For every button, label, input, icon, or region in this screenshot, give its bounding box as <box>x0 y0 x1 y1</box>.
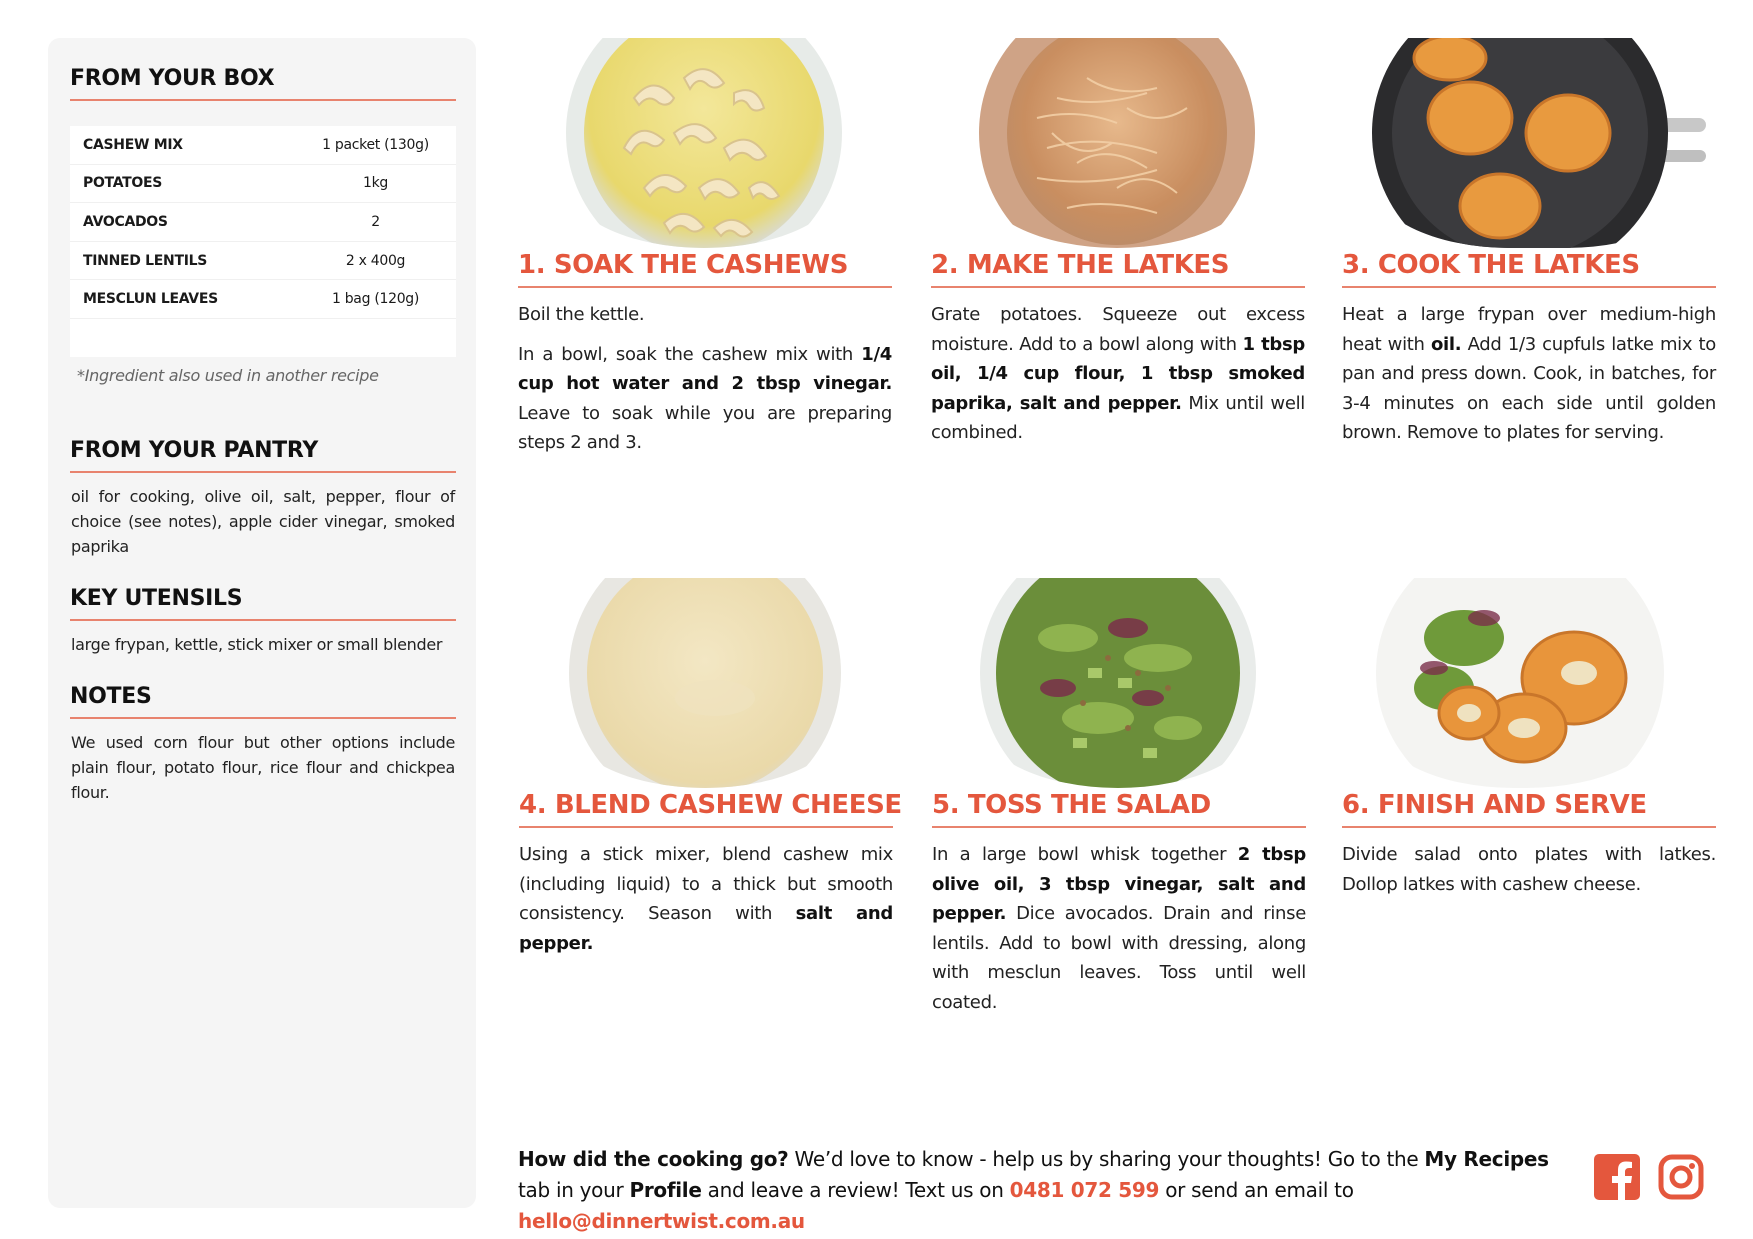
text-span: Using a stick mixer, blend cashew mix (including liquid) to a thick but smooth consistency. Season with <box>519 844 893 924</box>
ingredient-name: AVOCADOS <box>83 213 168 230</box>
table-row <box>70 126 456 165</box>
text-span: In a large bowl whisk together <box>932 844 1238 865</box>
footer-text <box>518 1144 1578 1237</box>
ingredient-qty: 1 bag (120g) <box>331 291 420 308</box>
bold-text: salt and pepper. <box>519 903 893 954</box>
frypan-latkes-photo <box>1370 38 1706 248</box>
grated-potato-photo <box>977 38 1257 248</box>
step-title: 6. FINISH AND SERVE <box>1342 790 1716 828</box>
step-text <box>1342 300 1716 458</box>
ingredient-name: MESCLUN LEAVES <box>83 291 218 308</box>
key-utensils-heading: KEY UTENSILS <box>70 586 456 621</box>
table-row <box>70 203 456 242</box>
table-row <box>70 280 456 319</box>
ingredient-qty: 2 x 400g <box>345 252 406 269</box>
ingredients-sidebar <box>48 38 476 1208</box>
instagram-icon[interactable] <box>1658 1154 1704 1200</box>
text-span: Heat a large frypan over medium-high heat with <box>1342 304 1716 355</box>
table-row <box>70 165 456 204</box>
step-text <box>932 840 1306 1027</box>
profile-link[interactable]: Profile <box>629 1178 702 1202</box>
text-span: We’d love to know - help us by sharing your thoughts! Go to the <box>788 1147 1425 1171</box>
phone-link[interactable]: 0481 072 599 <box>1009 1178 1160 1202</box>
facebook-icon[interactable] <box>1594 1154 1640 1200</box>
from-your-box-heading: FROM YOUR BOX <box>70 66 456 101</box>
step-title: 5. TOSS THE SALAD <box>932 790 1306 828</box>
text-span: Leave to soak while you are preparing steps 2 and 3. <box>518 402 892 453</box>
step-paragraph <box>518 340 892 458</box>
salad-bowl-photo <box>978 578 1258 788</box>
bold-text: oil. <box>1430 333 1462 355</box>
from-your-pantry-heading: FROM YOUR PANTRY <box>70 438 456 473</box>
my-recipes-link[interactable]: My Recipes <box>1424 1147 1549 1171</box>
step-paragraph: Boil the kettle. <box>518 304 645 325</box>
text-span: Mix until well combined. <box>931 392 1305 443</box>
step-text <box>518 300 892 468</box>
ingredient-qty: 2 <box>371 213 380 230</box>
table-row-empty <box>70 319 456 357</box>
utensils-text: large frypan, kettle, stick mixer or small blender <box>71 635 443 654</box>
step-paragraph <box>519 840 893 958</box>
bold-text: 2 tbsp olive oil, 3 tbsp vinegar, salt and pepper. <box>932 844 1306 924</box>
step-text <box>1342 840 1716 909</box>
table-row <box>70 242 456 281</box>
ingredient-qty: 1 packet (130g) <box>322 136 429 153</box>
text-span: In a bowl, soak the cashew mix with <box>518 343 862 365</box>
pantry-text: oil for cooking, olive oil, salt, pepper, flour of choice (see notes), apple cider vinegar, smoked paprika <box>71 487 455 556</box>
cashews-photo <box>564 38 844 248</box>
text-span: Dice avocados. Drain and rinse lentils. Add to bowl with dressing, along with mesclun leaves. Toss until well coated. <box>932 903 1306 1013</box>
ingredient-name: CASHEW MIX <box>83 136 183 153</box>
text-span: Grate potatoes. Squeeze out excess moisture. Add to a bowl along with <box>931 304 1305 355</box>
step-paragraph <box>931 300 1305 448</box>
cashew-cheese-photo <box>565 578 845 788</box>
step-title: 2. MAKE THE LATKES <box>931 250 1305 288</box>
bold-text: 1 tbsp oil, 1/4 cup flour, 1 tbsp smoked paprika, salt and pepper. <box>931 333 1305 414</box>
feedback-footer <box>518 1144 1578 1237</box>
step-text <box>519 840 893 968</box>
step-title: 3. COOK THE LATKES <box>1342 250 1716 288</box>
ingredient-footnote: *Ingredient also used in another recipe <box>77 366 379 385</box>
plated-dish-photo <box>1374 578 1666 788</box>
step-title: 4. BLEND CASHEW CHEESE <box>519 790 893 828</box>
ingredients-table <box>70 126 456 357</box>
step-title: 1. SOAK THE CASHEWS <box>518 250 892 288</box>
step-text <box>931 300 1305 458</box>
text-span: and leave a review! Text us on <box>701 1178 1010 1202</box>
notes-heading: NOTES <box>70 684 456 719</box>
step-paragraph <box>1342 300 1716 448</box>
step-paragraph <box>932 840 1306 1017</box>
step-paragraph: Divide salad onto plates with latkes. Dollop latkes with cashew cheese. <box>1342 844 1716 895</box>
email-link[interactable]: hello@dinnertwist.com.au <box>518 1209 805 1233</box>
text-span: Add 1/3 cupfuls latke mix to pan and press down. Cook, in batches, for 3-4 minutes on each side until golden brown. Remove to plates for serving. <box>1342 333 1716 443</box>
ingredient-name: POTATOES <box>83 175 163 192</box>
text-span: or send an email to <box>1159 1178 1354 1202</box>
feedback-question: How did the cooking go? <box>518 1147 789 1171</box>
notes-text: We used corn flour but other options include plain flour, potato flour, rice flour and chickpea flour. <box>71 733 455 802</box>
bold-text: 1/4 cup hot water and 2 tbsp vinegar. <box>518 343 892 394</box>
text-span: tab in your <box>518 1178 630 1202</box>
ingredient-name: TINNED LENTILS <box>83 252 208 269</box>
ingredient-qty: 1kg <box>362 175 388 192</box>
